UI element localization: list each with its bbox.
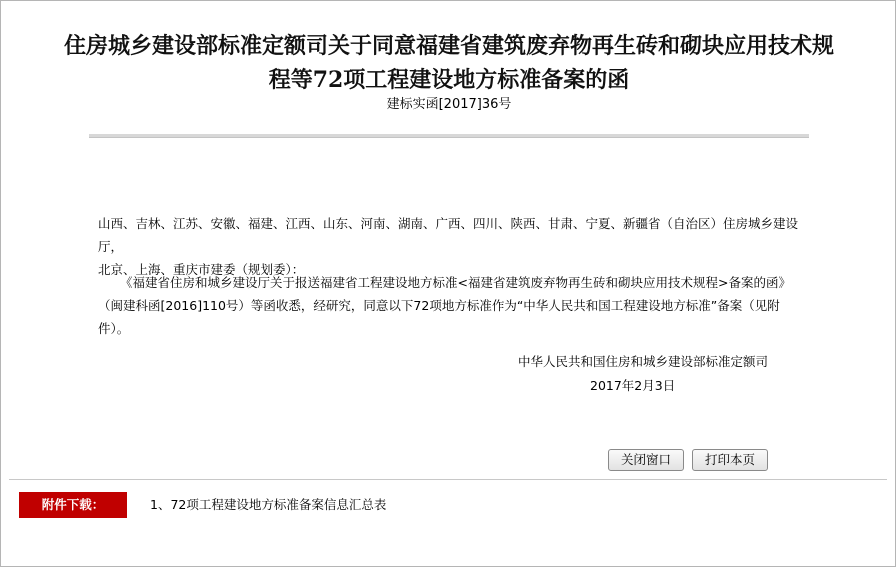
attachment-label: 附件下载：: [19, 492, 127, 518]
recipients-line1: 山西、吉林、江苏、安徽、福建、江西、山东、河南、湖南、广西、四川、陕西、甘肃、宁夏、新疆省（自治区）住房城乡建设厅，: [98, 216, 799, 254]
sign-date: 2017年2月3日: [590, 378, 676, 393]
header-divider: [89, 134, 809, 138]
close-window-button[interactable]: 关闭窗口: [608, 449, 684, 471]
document-body: 《福建省住房和城乡建设厅关于报送福建省工程建设地方标准<福建省建筑废弃物再生砖和砌块应用技术规程>备案的函》（闽建科函[2016]110号）等函收悉，经研究，同意以下72项地方标准作为“中华人民共和国工程建设地方标准”备案（见附件）。: [98, 275, 791, 336]
document-title: [21, 29, 877, 97]
document-title-line1: 住房城乡建设部标准定额司关于同意福建省建筑废弃物再生砖和砌块应用技术规: [63, 33, 834, 59]
attachment-link[interactable]: 1、72项工程建设地方标准备案信息汇总表: [150, 497, 387, 512]
document-title-line2: 程等72项工程建设地方标准备案的函: [268, 67, 630, 93]
footer-divider: [9, 479, 887, 480]
document-number: 建标实函[2017]36号: [386, 97, 512, 112]
recipients-line2: 北京、上海、重庆市建委（规划委）：: [98, 262, 305, 277]
print-page-button[interactable]: 打印本页: [692, 449, 768, 471]
signer: 中华人民共和国住房和城乡建设部标准定额司: [518, 354, 769, 369]
